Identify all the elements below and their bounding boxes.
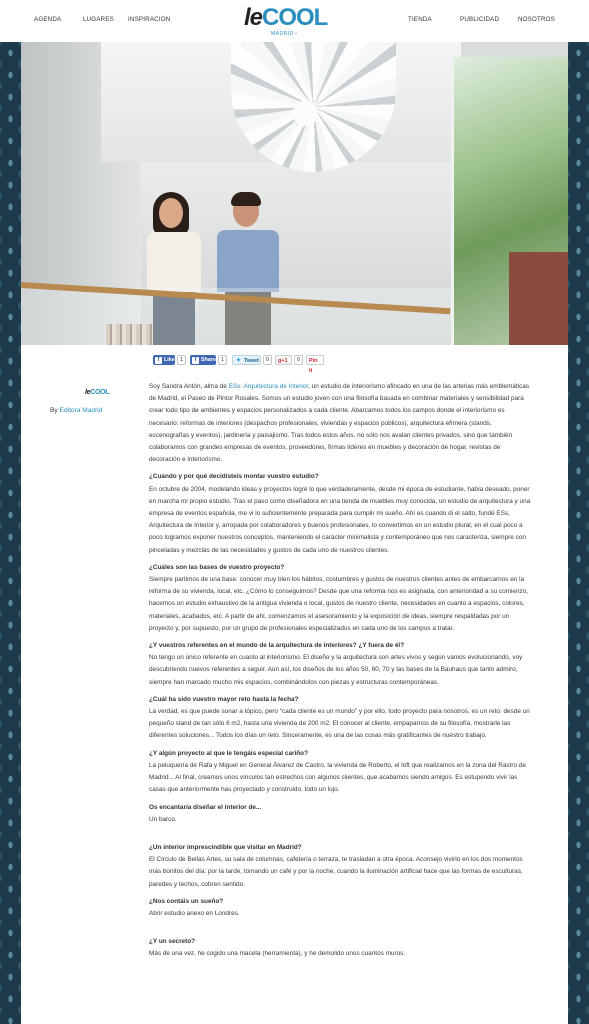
article-body (149, 381, 533, 961)
nav-inspiracion[interactable]: INSPIRACION (128, 16, 171, 23)
nav-agenda[interactable]: AGENDA (34, 16, 62, 23)
nav-lugares[interactable]: LUGARES (83, 16, 114, 23)
answer-5: La peluquería de Rafa y Miguel en General Álvarez de Castro, la vivienda de Roberto, el loft que realizamos en la zona del Rastro de Madrid... Al final, creamos unos vínculos tan estrechos con algunos clientes, que acabamos siendo amigos. Es estupendo vivir las casas que anteriormente has proyectado y construido, todo un lujo. (149, 761, 526, 794)
city-selector[interactable]: MADRID (271, 31, 294, 37)
pinterest-button[interactable]: Pin it (306, 355, 324, 365)
question-2: ¿Cuáles son las bases de vuestro proyecto? (149, 563, 285, 571)
answer-1b: empresa de eventos española, me vi lo suficientemente preparada para cumplir mi sueño. Ahí es cuando di el salto, fundé ESs, Arquitectura de Interior y, arropada por colaboradores y buenos profesionales, lo convertimos en un estudio plural, en el cual poco a poco logramos exponer nuestros conceptos, manteniendo el carácter minimalista y contemporáneo que nos caracteriza, siempre con pinceladas y mezclas de las necesidades y gustos de cada uno de nuestros clientes. (149, 510, 526, 554)
answer-1a: En octubre de 2004, modelando ideas y proyectos logré lo que verdaderamente, desde mi época de estudiante, había deseado, poner en marcha mi propio estudio. Tras el paso como diseñadora en una tienda de muebles muy conocida, un estudio de arquitectura y una (149, 485, 531, 505)
question-8: ¿Nos contáis un sueño? (149, 897, 224, 905)
thumbs-up-icon: f (155, 357, 162, 364)
window (451, 57, 568, 345)
facebook-like-button[interactable]: f Like (153, 355, 175, 365)
question-6: Os encantaría diseñar el interior de... (149, 803, 262, 811)
answer-8: Abrir estudio anexo en Londres. (149, 909, 240, 917)
tweet-button[interactable]: ✦ Tweet (232, 355, 261, 365)
facebook-share-button[interactable]: f Share (190, 355, 216, 365)
question-9: ¿Y un secreto? (149, 938, 196, 946)
answer-6: Un barco. (149, 815, 177, 823)
answer-3b: siempre han marcado mucho mis espacios, combinándolos con piezas y estructuras contemporáneas. (149, 678, 439, 686)
site-header (0, 0, 589, 42)
hero-photo (21, 42, 568, 345)
question-3: ¿Y vuestros referentes en el mundo de la arquitectura de interiores? ¿Y fuera de él? (149, 642, 405, 650)
google-plus-count: 0 (294, 355, 303, 365)
logo-cool: COOL (262, 4, 328, 31)
answer-9: Más de una vez, he cogido una maceta (herramienta), y he demolido unos cuantos muros. (149, 950, 406, 958)
question-1: ¿Cuándo y por qué decidisteis montar vuestro estudio? (149, 473, 319, 481)
tweet-count: 0 (263, 355, 272, 365)
studio-link[interactable]: ESs. Arquitectura de Interior (228, 383, 309, 390)
intro-paragraph: Soy Sandra Antón, alma de ESs. Arquitectura de Interior, un estudio de interiorismo afincado en una de las arterias más emblemáticas de Madrid, el Paseo de Pintor Rosales. Somos un estudio joven con una filosofía basada en combinar materiales y sensibilidad para crear todo tipo de ambientes y espacios personalizados a cada cliente. Abarcamos todos los campos donde el interiorismo es necesario: reformas de interiores (despachos profesionales, viviendas y espacios públicos), arquitectura efímera (stands, escenografías y eventos), jardinería y paisajismo. Tras todos estos años, no sólo nos avalan clientes privados, sino que también colaboramos con grandes empresas de eventos, proveedores, firmas líderes en muebles y decoración de hogar, revistas de decoración e interiorismo. (149, 383, 530, 464)
nav-tienda[interactable]: TIENDA (408, 16, 432, 23)
twitter-bird-icon: ✦ (235, 357, 242, 364)
facebook-share-count: 1 (218, 355, 227, 365)
decorative-pattern-right (568, 42, 589, 1024)
author-link[interactable]: Editora Madrid (59, 407, 103, 414)
answer-4: La verdad, es que puede sonar a tópico, pero "cada cliente es un mundo" y por ello, todo proyecto para nosotros, es un reto: desde un pequeño stand de tan sólo 6 m2, hasta una vivienda de 200 m2. El conocer al cliente, empaparnos de su filosofía, mostrarle las diferentes soluciones... Todos los días un reto. Sinceramente, es una de las cosas más gratificantes de nuestro trabajo. (149, 708, 530, 740)
site-logo[interactable] (244, 6, 340, 38)
answer-7: El Círculo de Bellas Artes, su sala de columnas, cafetería o terraza, te trasladan a otra época. Aconsejo vivirlo en los dos momentos más bonitos del día: por la tarde, tomando un café y por la noche, cuando la iluminación artificial hace que las formas de esculturas, paredes y techos, cobren sentido. (149, 856, 523, 888)
answer-2: Siempre partimos de una base: conocer muy bien los hábitos, costumbres y gustos de nuestros clientes antes de embarcarnos en la reforma de su vivienda, local, etc. ¿Cómo lo conseguimos? Desde que una reforma nos es asignada, con anterioridad a su comienzo, hacemos un estudio exhaustivo de la antigua vivienda o local, gustos de nuestro cliente, necesidades en cuanto a espacios, colores, materiales, acabados, etc. A partir de ahí, comenzamos el asesoramiento y la exposición de ideas, siempre respaldadas por un proyecto y, por supuesto, por un grupo de profesionales especializados en cada uno de los campos a tratar. (149, 576, 529, 632)
nav-publicidad[interactable]: PUBLICIDAD (460, 16, 500, 23)
author-logo: leCOOL (85, 389, 110, 396)
facebook-icon: f (192, 357, 199, 364)
chevron-down-icon[interactable]: ⌄ (294, 30, 299, 36)
decorative-pattern-left (0, 42, 21, 1024)
google-plus-button[interactable]: g+1 (275, 355, 292, 365)
question-4: ¿Cuál ha sido vuestro mayor reto hasta la fecha? (149, 695, 299, 703)
facebook-like-count: 1 (177, 355, 186, 365)
answer-3a: No tengo un único referente en cuanto al interiorismo. El diseño y la arquitectura son artes vivos y según vamos evolucionando, voy descubriendo nuevos referentes a seguir. Aún así, los diseños de los años 50, 60, 70 y las bases de la Bauhaus que tanto admiro, (149, 654, 523, 674)
nav-nosotros[interactable]: NOSOTROS (518, 16, 556, 23)
logo-le: le (244, 4, 263, 31)
question-5: ¿Y algún proyecto al que le tengáis especial cariño? (149, 749, 308, 757)
question-7: ¿Un interior imprescindible que visitar en Madrid? (149, 843, 302, 851)
author-byline: By Editora Madrid (50, 407, 103, 414)
